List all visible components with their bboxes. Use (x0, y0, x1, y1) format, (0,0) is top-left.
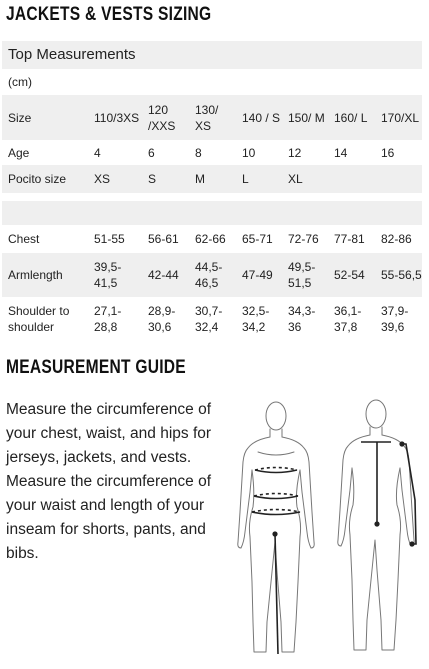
table-row (2, 225, 422, 253)
table-cell: 47-49 (236, 253, 282, 297)
table-cell (328, 165, 375, 193)
chest-measure-line (255, 468, 297, 473)
table-cell: 52-54 (328, 253, 375, 297)
table-cell: L (236, 165, 282, 193)
table-row (2, 253, 422, 297)
table-cell: 82-86 (381, 232, 412, 246)
top-measurements-title: Top Measurements (8, 46, 136, 63)
table-cell: 36,1- 37,8 (334, 304, 362, 334)
spacer-cell (2, 201, 422, 225)
table-cell: 16 (381, 145, 395, 160)
table-cell: 8 (195, 145, 202, 160)
table-cell: 49,5- 51,5 (282, 253, 328, 297)
table-row (2, 95, 422, 140)
table-cell: 28,9- 30,6 (148, 304, 176, 334)
table-cell: 140 / S (236, 95, 282, 140)
table-header-row (2, 41, 422, 69)
table-cell (375, 165, 422, 193)
table-cell: 77-81 (334, 232, 365, 246)
table-cell: 39,5- 41,5 (88, 253, 142, 297)
table-cell: 27,1- 28,8 (94, 304, 122, 334)
table-cell: 72-76 (288, 232, 319, 246)
table-cell: 6 (148, 145, 155, 160)
table-cell: 62-66 (195, 232, 226, 246)
waist-measure-line (254, 494, 298, 499)
body-measurement-figure (228, 392, 424, 664)
hip-measure-line (252, 510, 300, 515)
table-cell: 51-55 (94, 232, 125, 246)
row-label: Shoulder to shoulder (8, 304, 70, 334)
table-row (2, 165, 422, 193)
row-label (2, 193, 422, 201)
table-row (2, 297, 422, 341)
row-label: Armlength (2, 253, 88, 297)
table-cell: 160/ L (328, 95, 375, 140)
front-body-figure (238, 402, 314, 652)
table-cell: 12 (288, 145, 302, 160)
table-cell: 65-71 (242, 232, 273, 246)
table-cell: 120 /XXS (142, 95, 189, 140)
table-cell: 34,3- 36 (288, 304, 316, 334)
table-cell: 37,9- 39,6 (381, 304, 409, 334)
table-cell: 30,7- 32,4 (195, 304, 223, 334)
table-cell: M (189, 165, 236, 193)
row-label: Size (2, 95, 88, 140)
page-title: JACKETS & VESTS SIZING (6, 4, 212, 25)
table-cell: 14 (334, 145, 348, 160)
table-cell: 32,5- 34,2 (242, 304, 270, 334)
table-cell: 170/XL (375, 95, 422, 140)
row-label: Age (8, 145, 30, 160)
table-row (2, 193, 422, 201)
table-cell: 44,5- 46,5 (189, 253, 236, 297)
table-row (2, 201, 422, 225)
row-label: Chest (8, 232, 40, 246)
table-cell: 42-44 (142, 253, 189, 297)
table-cell: 10 (242, 145, 256, 160)
sizing-table (2, 41, 422, 341)
guide-title: MEASUREMENT GUIDE (6, 357, 186, 378)
table-cell: 150/ M (282, 95, 328, 140)
table-cell: S (142, 165, 189, 193)
table-cell: 55-56,5 (375, 253, 422, 297)
table-cell: 56-61 (148, 232, 179, 246)
table-row (2, 140, 422, 165)
back-length-measure-line (375, 442, 379, 526)
unit-row (2, 69, 422, 95)
table-cell: 4 (94, 145, 101, 160)
table-cell: 130/ XS (189, 95, 236, 140)
guide-text: Measure the circumference of your chest, waist, and hips for jerseys, jackets, and vests. Measure the circumference of your waist and length of your inseam for shorts, pants, and bibs. (6, 401, 212, 562)
row-label: Pocito size (2, 165, 88, 193)
unit-label: (cm) (8, 75, 32, 89)
table-cell: XL (282, 165, 328, 193)
table-cell: XS (88, 165, 142, 193)
table-cell: 110/3XS (88, 95, 142, 140)
